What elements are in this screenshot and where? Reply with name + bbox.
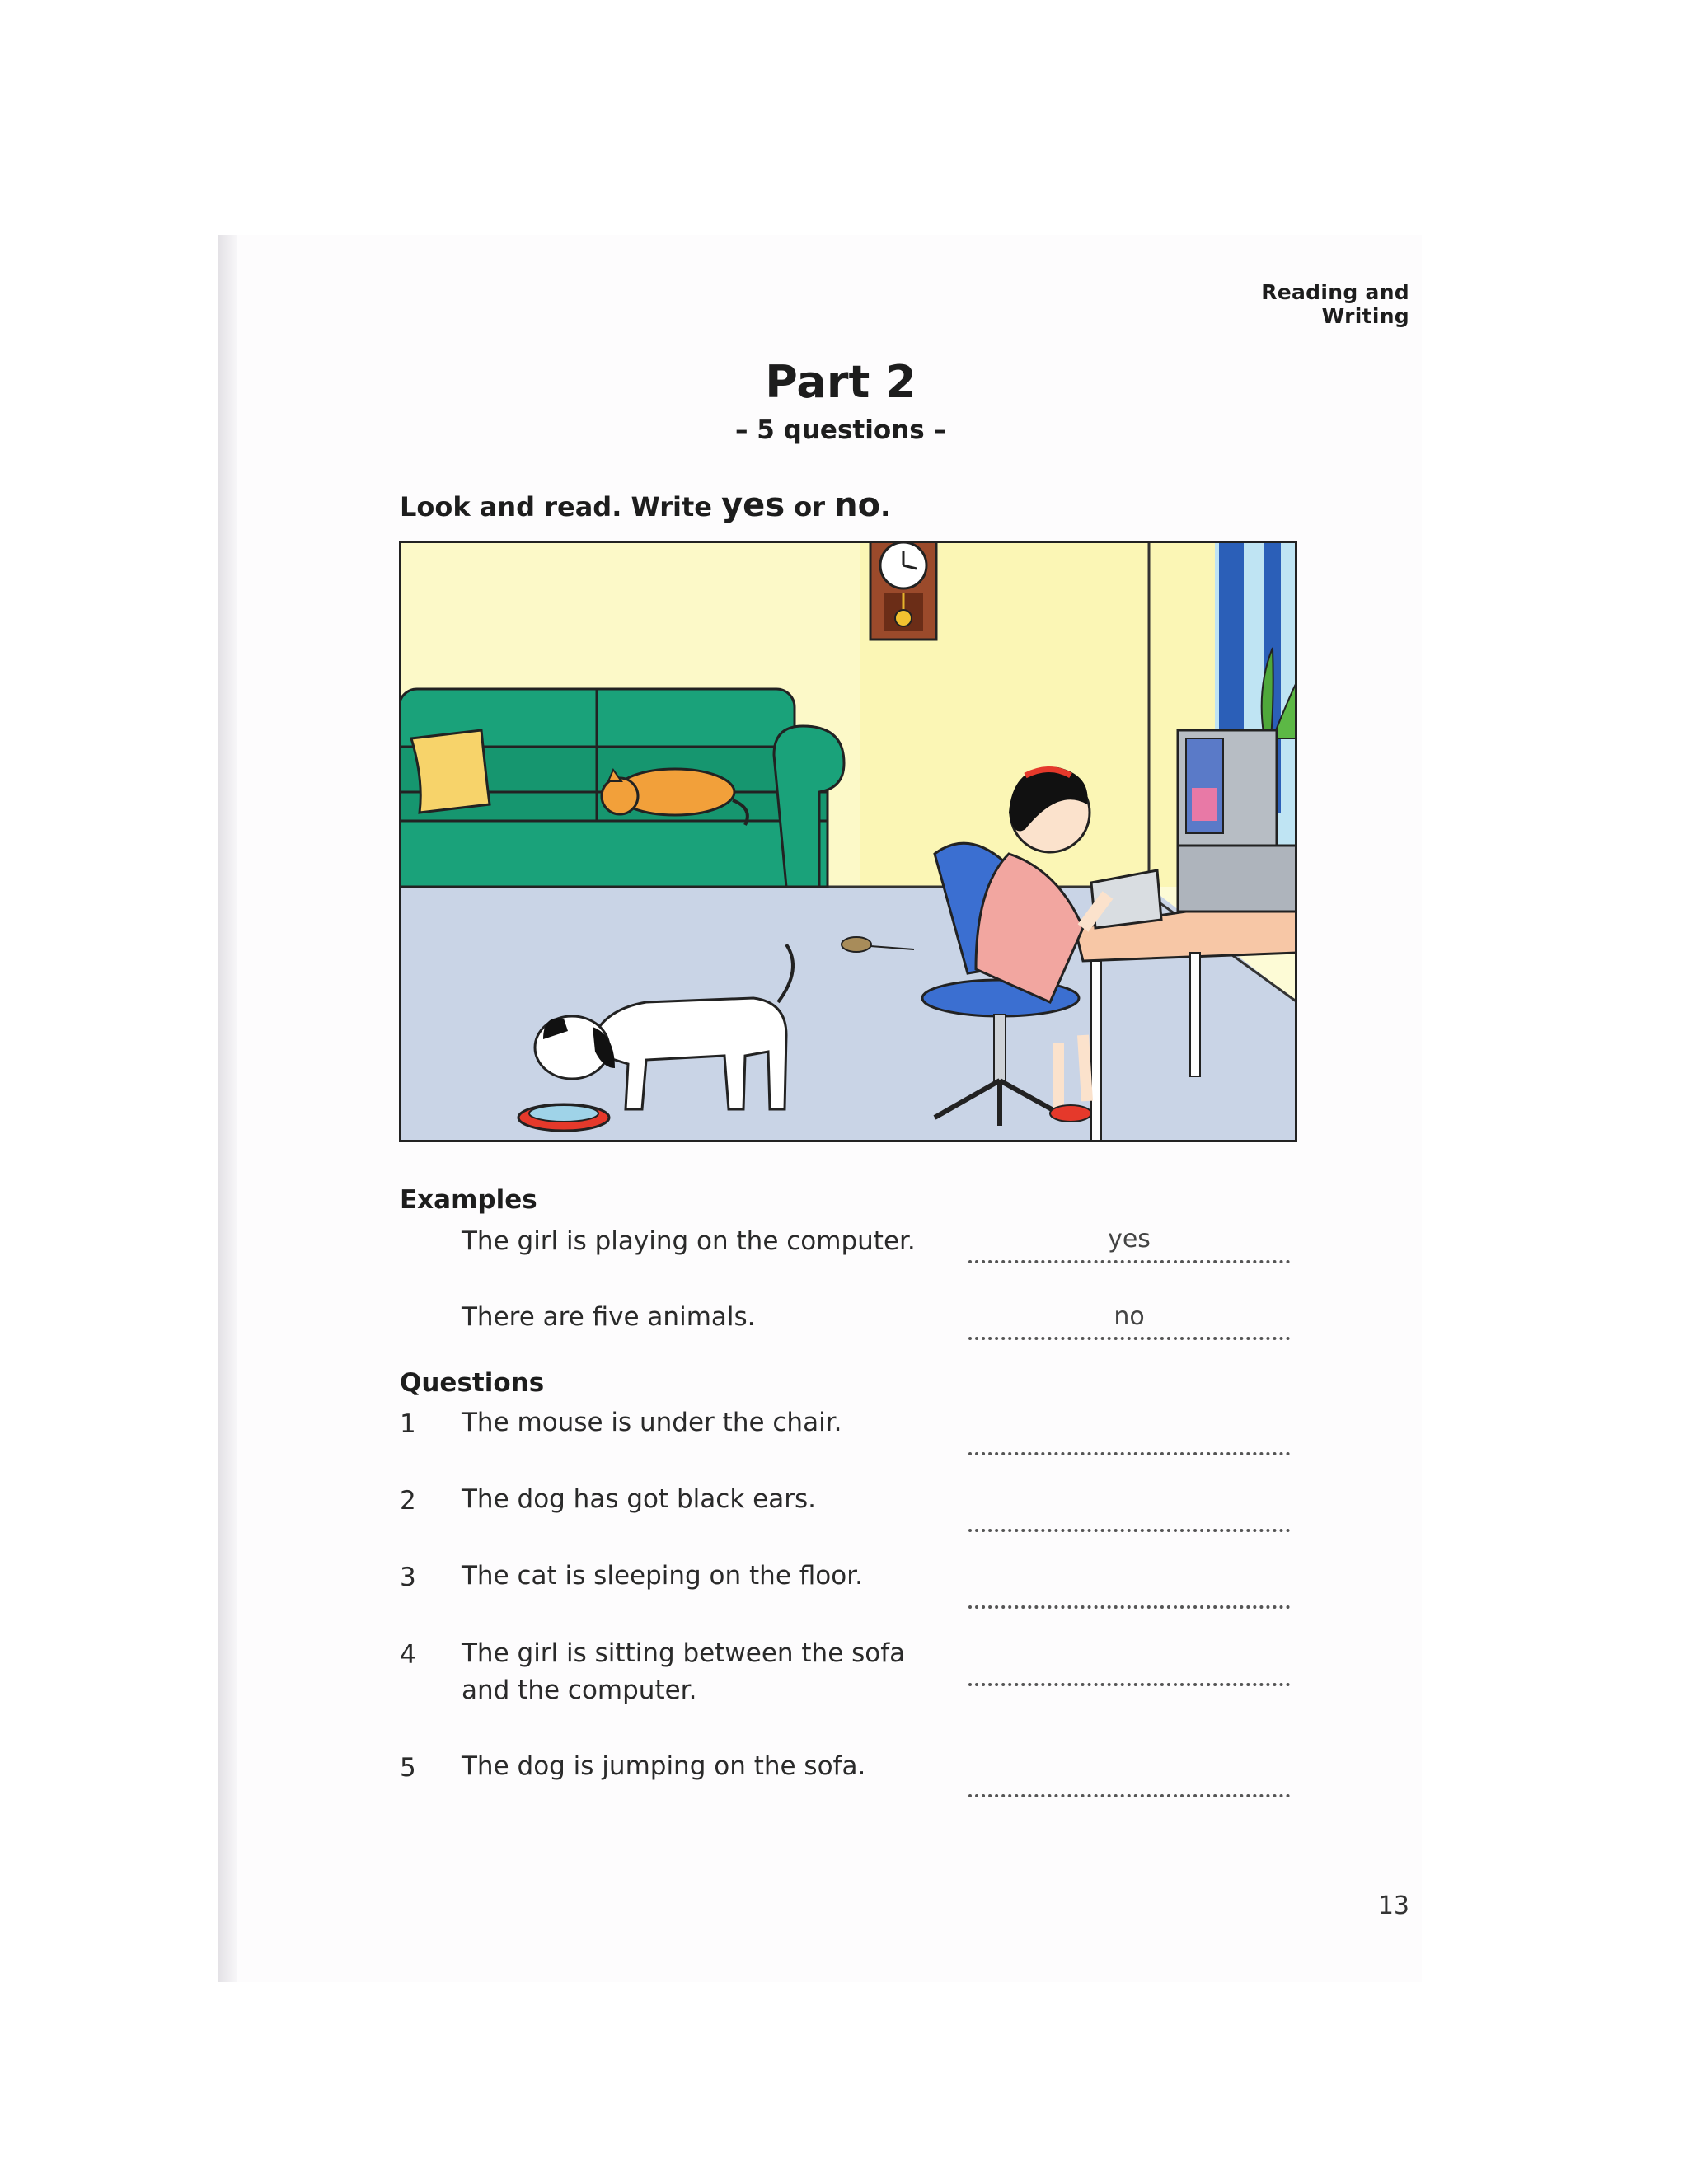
cushion [411, 730, 490, 813]
question-sentence-3: The cat is sleeping on the floor. [462, 1561, 863, 1591]
questions-heading: Questions [400, 1368, 545, 1398]
question-number-2: 2 [400, 1486, 416, 1516]
page-number: 13 [1377, 1891, 1409, 1920]
instruction-middle: or [785, 491, 835, 523]
part-title: Part 2 [765, 356, 917, 408]
question-sentence-4-line-2: and the computer. [462, 1675, 697, 1705]
instruction-suffix: . [880, 491, 891, 523]
dog-bowl [518, 1104, 609, 1131]
example-answer-line-1 [968, 1257, 1290, 1263]
living-room-illustration [399, 541, 1297, 1142]
question-number-5: 5 [400, 1753, 416, 1783]
part-subtitle: – 5 questions – [735, 415, 946, 445]
page-binding-shadow [218, 235, 237, 1982]
question-answer-line-4[interactable] [968, 1680, 1290, 1686]
examples-heading: Examples [400, 1185, 537, 1215]
instruction [400, 486, 1142, 524]
question-sentence-5: The dog is jumping on the sofa. [462, 1751, 866, 1781]
example-sentence-2: There are five animals. [462, 1302, 756, 1332]
question-answer-line-5[interactable] [968, 1791, 1290, 1797]
question-sentence-4: The girl is sitting between the sofa [462, 1638, 906, 1668]
wall-clock [870, 541, 936, 640]
question-number-3: 3 [400, 1563, 416, 1592]
question-sentence-2: The dog has got black ears. [462, 1484, 816, 1514]
instruction-prefix: Look and read. Write [400, 491, 722, 523]
question-sentence-1: The mouse is under the chair. [462, 1408, 842, 1437]
question-number-1: 1 [400, 1409, 416, 1439]
question-answer-line-3[interactable] [968, 1602, 1290, 1609]
section-header: Reading and Writing [1261, 280, 1409, 328]
example-answer-line-2 [968, 1333, 1290, 1340]
question-answer-line-2[interactable] [968, 1526, 1290, 1532]
question-answer-line-1[interactable] [968, 1449, 1290, 1455]
instruction-yes: yes [721, 486, 785, 524]
question-number-4: 4 [400, 1640, 416, 1670]
instruction-no: no [834, 486, 881, 524]
example-sentence-1: The girl is playing on the computer. [462, 1226, 916, 1256]
example-answer-2: no [1114, 1302, 1145, 1331]
example-answer-1: yes [1108, 1225, 1151, 1254]
